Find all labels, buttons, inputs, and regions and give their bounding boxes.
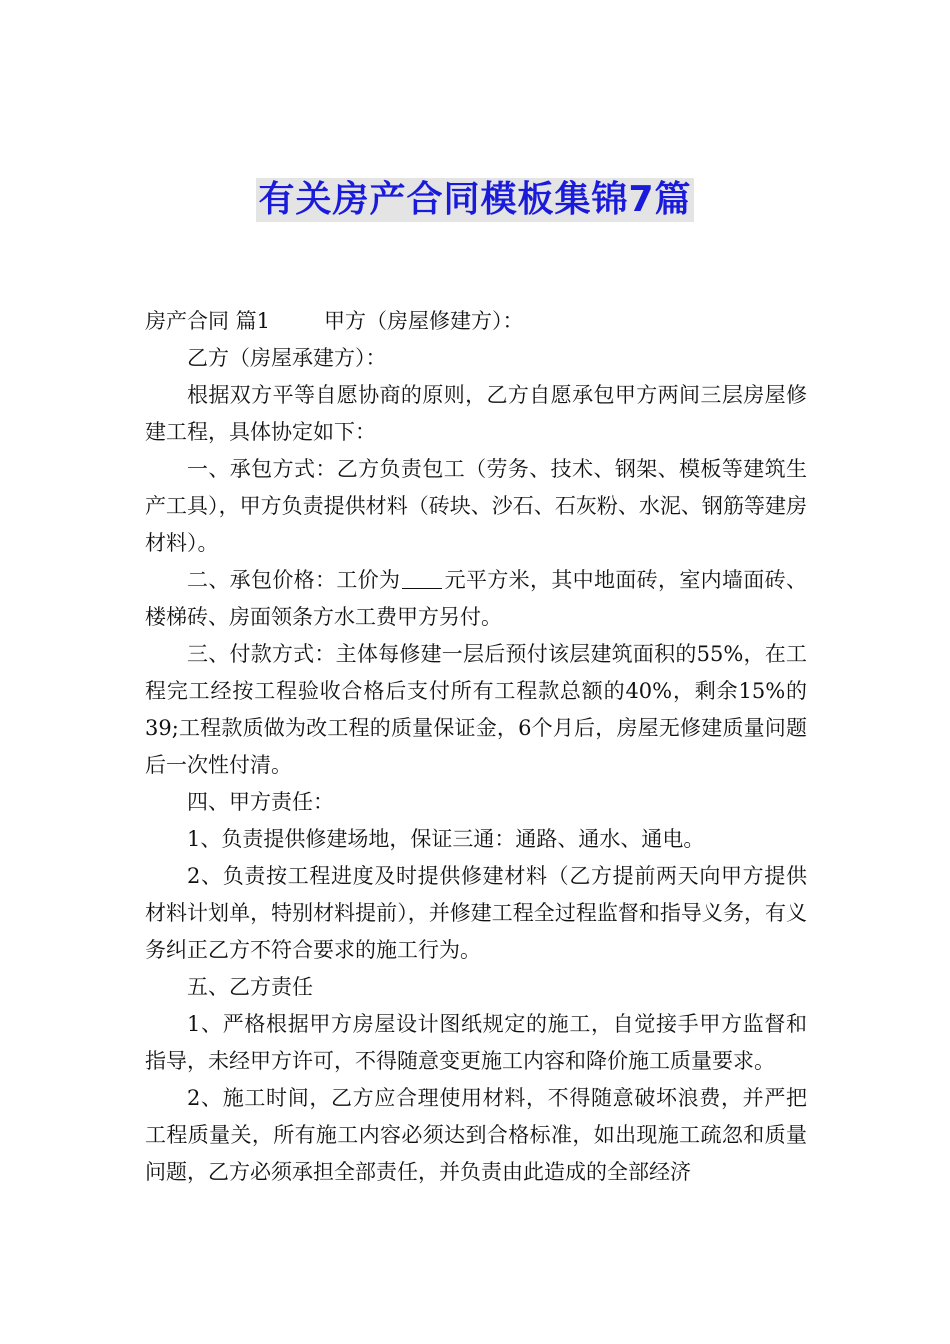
blank-field [402, 568, 442, 589]
paragraph-intro: 根据双方平等自愿协商的原则，乙方自愿承包甲方两间三层房屋修建工程，具体协定如下： [145, 383, 807, 444]
document-body [145, 303, 807, 1191]
item-2-after: 元平方米，其中地面砖，室内墙面砖、楼梯砖、房面领条方水工费甲方另付。 [145, 568, 808, 629]
paragraph-item-4-heading: 四、甲方责任： [187, 790, 334, 814]
paragraph-item-5-2: 2、施工时间，乙方应合理使用材料，不得随意破坏浪费，并严把工程质量关，所有施工内容必须达到合格标准，如出现施工疏忽和质量问题，乙方必须承担全部责任，并负责由此造成的全部经济 [145, 1086, 807, 1184]
paragraph-item-3: 三、付款方式：主体每修建一层后预付该层建筑面积的55%，在工程完工经按工程验收合格后支付所有工程款总额的40%，剩余15%的39;工程款质做为改工程的质量保证金，6个月后，房屋无修建质量问题后一次性付清。 [145, 642, 807, 777]
party-a: 甲方（房屋修建方）： [324, 309, 524, 333]
paragraph-party-b: 乙方（房屋承建方）： [187, 346, 387, 370]
section-label: 房产合同 篇1 [145, 309, 271, 333]
paragraph-item-5-1: 1、严格根据甲方房屋设计图纸规定的施工，自觉接手甲方监督和指导，未经甲方许可，不得随意变更施工内容和降价施工质量要求。 [145, 1012, 807, 1073]
paragraph-item-4-1: 1、负责提供修建场地，保证三通：通路、通水、通电。 [187, 827, 705, 851]
title-container [0, 178, 950, 222]
paragraph-section-header [145, 303, 807, 340]
paragraph-item-5-heading: 五、乙方责任 [187, 975, 313, 999]
paragraph-item-4-2: 2、负责按工程进度及时提供修建材料（乙方提前两天向甲方提供材料计划单，特别材料提前），并修建工程全过程监督和指导义务，有义务纠正乙方不符合要求的施工行为。 [145, 864, 807, 962]
paragraph-item-1: 一、承包方式：乙方负责包工（劳务、技术、钢架、模板等建筑生产工具），甲方负责提供材料（砖块、沙石、石灰粉、水泥、钢筋等建房材料）。 [145, 457, 807, 555]
paragraph-item-2 [145, 562, 807, 636]
document-title: 有关房产合同模板集锦7篇 [258, 179, 692, 220]
item-2-before: 二、承包价格：工价为 [187, 568, 401, 592]
